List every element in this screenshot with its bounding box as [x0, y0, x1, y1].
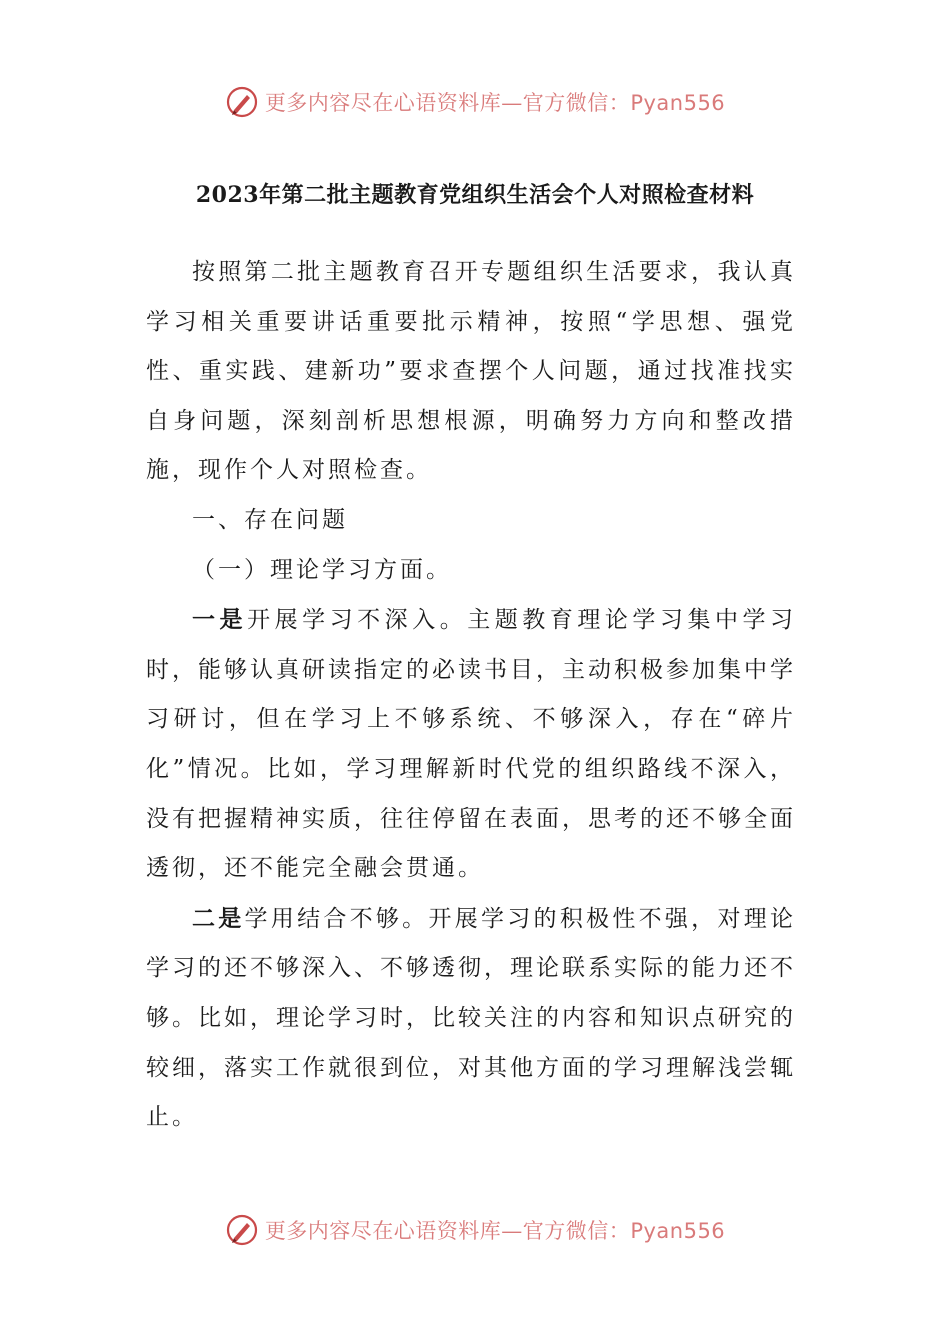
watermark-handle: Pyan556	[630, 91, 726, 115]
point-paragraph-2	[146, 894, 796, 1143]
watermark-footer	[0, 1210, 950, 1250]
watermark-text: 更多内容尽在心语资料库—官方微信：Pyan556	[264, 91, 726, 115]
pen-logo-icon	[225, 1213, 259, 1247]
subsection-heading: （一）理论学习方面。	[192, 556, 452, 583]
point-lead-2: 二是	[192, 904, 245, 932]
document-title: 2023年第二批主题教育党组织生活会个人对照检查材料	[195, 182, 755, 208]
point-text-1: 开展学习不深入。主题教育理论学习集中学习时，能够认真研读指定的必读书目，主动积极参加集中学习研讨，但在学习上不够系统、不够深入，存在“碎片化”情况。比如，学习理解新时代党的组织路线不深入，没有把握精神实质，往往停留在表面，思考的还不够全面透彻，还不能完全融会贯通。	[146, 607, 797, 882]
pen-logo-icon	[225, 85, 259, 119]
point-paragraph-1	[146, 595, 796, 894]
watermark-handle: Pyan556	[630, 1219, 726, 1243]
watermark-header	[0, 82, 950, 122]
watermark-text: 更多内容尽在心语资料库—官方微信：Pyan556	[264, 1219, 726, 1243]
point-text-2: 学用结合不够。开展学习的积极性不强，对理论学习的还不够深入、不够透彻，理论联系实际的能力还不够。比如，理论学习时，比较关注的内容和知识点研究的较细，落实工作就很到位，对其他方面的学习理解浅尝辄止。	[146, 905, 797, 1131]
section-heading: 一、存在问题	[192, 506, 348, 533]
point-lead-1: 一是	[192, 606, 248, 634]
intro-paragraph: 按照第二批主题教育召开专题组织生活要求，我认真学习相关重要讲话重要批示精神，按照“学思想、强党性、重实践、建新功”要求查摆个人问题，通过找准找实自身问题，深刻剖析思想根源，明确努力方向和整改措施，现作个人对照检查。	[146, 259, 796, 484]
document-body	[146, 248, 796, 1143]
